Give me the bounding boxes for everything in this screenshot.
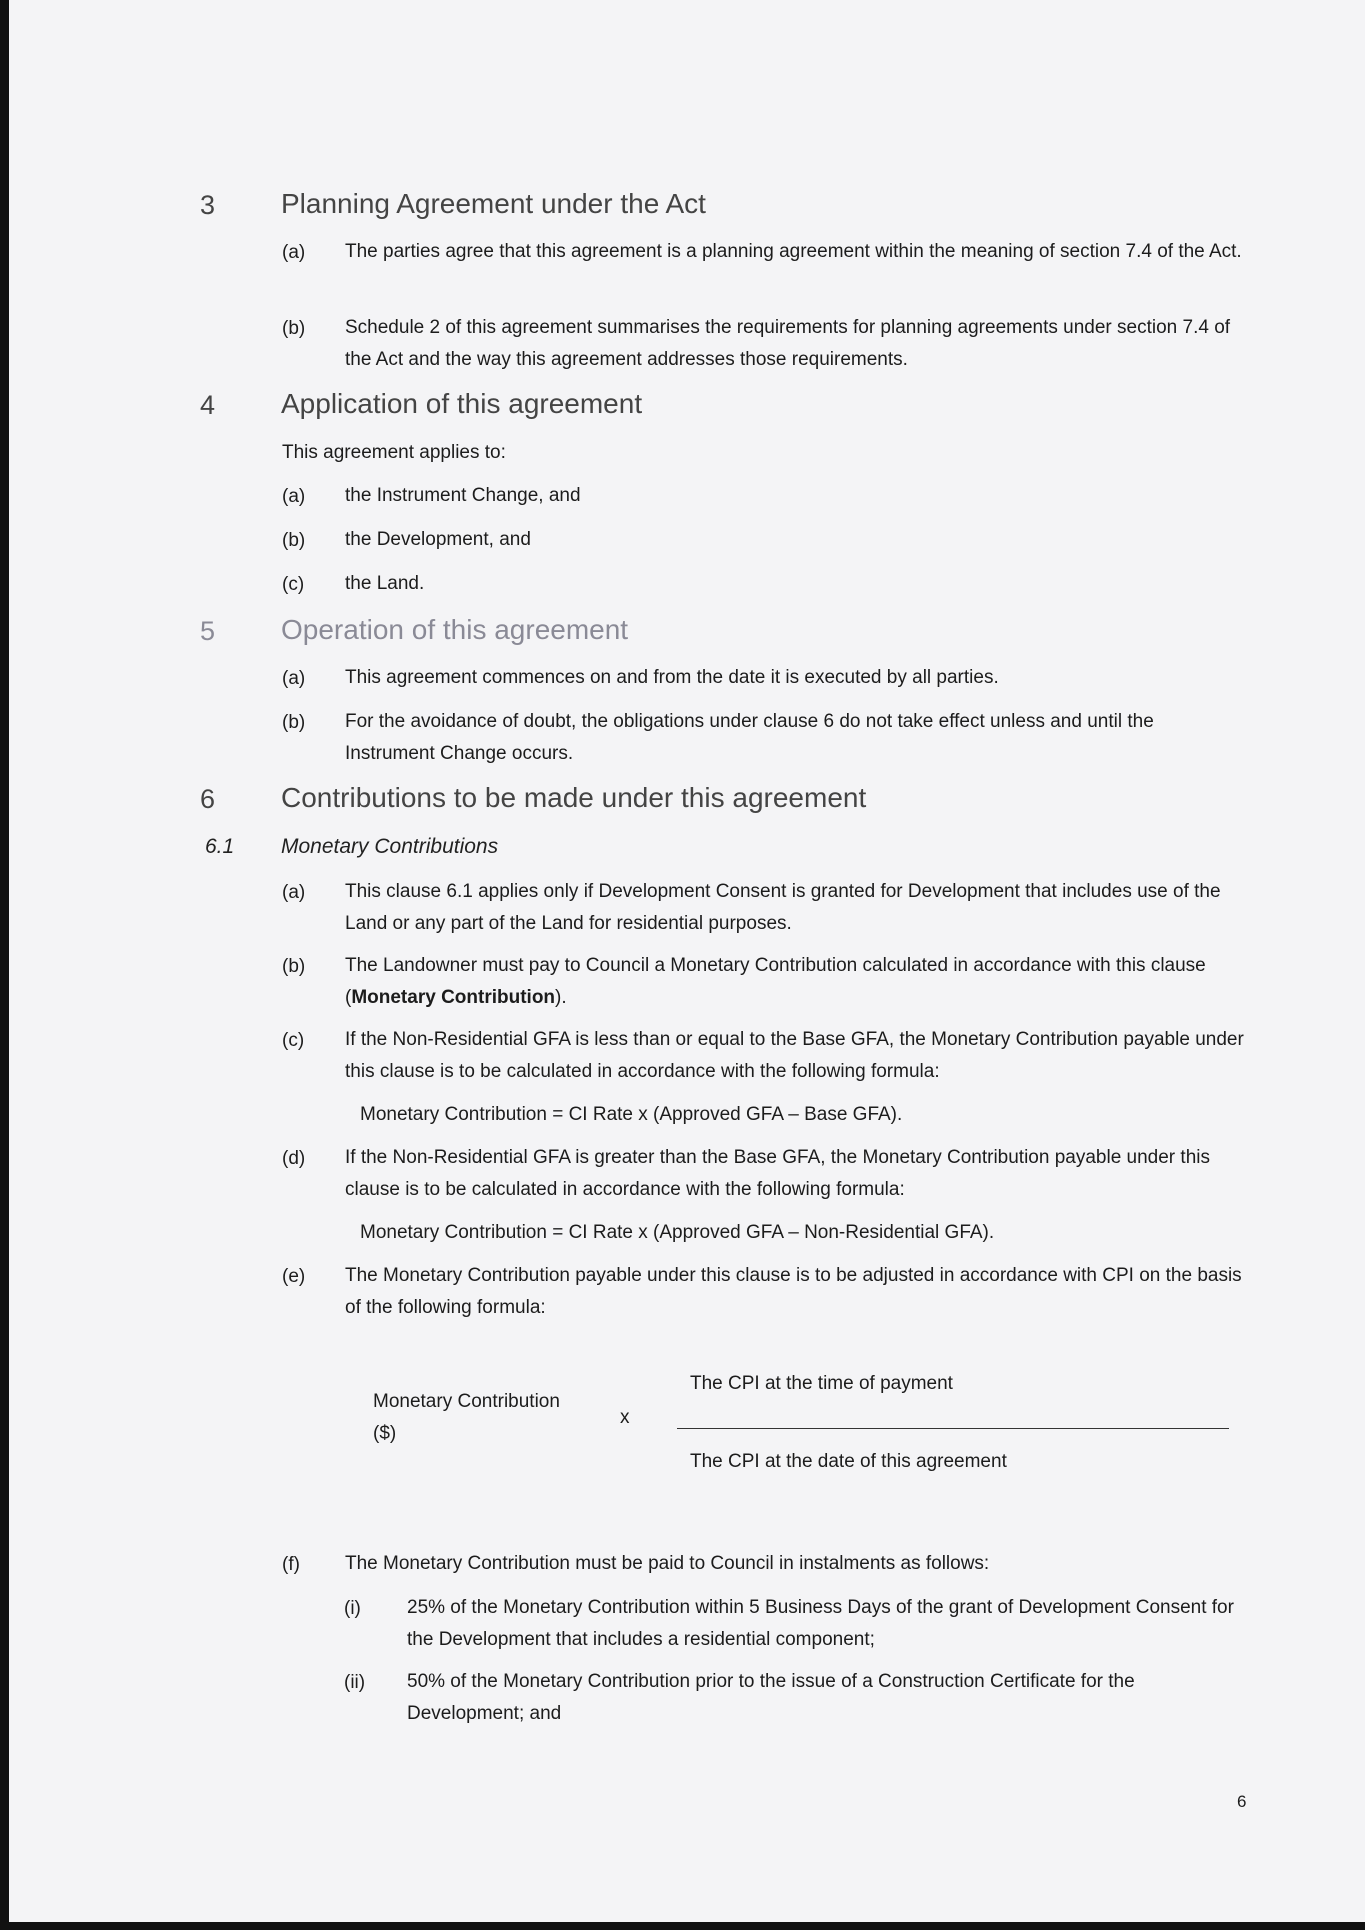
page-number: 6 [1237,1792,1247,1811]
section-6-e-label: (e) [282,1266,306,1287]
cpi-formula-fraction-bar [677,1428,1229,1429]
section-6-c-formula: Monetary Contribution = CI Rate x (Approved GFA – Base GFA). [360,1104,903,1125]
section-3-a-label: (a) [282,242,306,263]
section-5-a-label: (a) [282,668,306,689]
section-6-number: 6 [200,784,216,814]
section-4-b-text: the Development, and [345,529,531,550]
section-3-b-text: Schedule 2 of this agreement summarises the requirements for planning agreements under section 7.4 of the Act and the way this agreement addresses those requirements. [345,317,1231,370]
section-6-f-text: The Monetary Contribution must be paid to Council in instalments as follows: [345,1553,990,1574]
cpi-formula-left-line2: ($) [373,1423,397,1444]
section-6-b-text [345,950,1245,1014]
section-6-d-label: (d) [282,1148,306,1169]
section-3-b-label: (b) [282,318,306,339]
cpi-formula-left [373,1386,560,1450]
section-4-heading: Application of this agreement [281,388,643,419]
section-6-f-ii-text: 50% of the Monetary Contribution prior to the issue of a Construction Certificate for the Development; and [407,1671,1135,1724]
section-6-f-i-label: (i) [344,1598,361,1619]
section-6-e-text: The Monetary Contribution payable under this clause is to be adjusted in accordance with CPI on the basis of the following formula: [345,1265,1242,1318]
section-6-b-text-bold: Monetary Contribution [351,987,556,1008]
section-4-number: 4 [200,390,216,420]
cpi-formula-denominator: The CPI at the date of this agreement [690,1451,1007,1472]
section-5-number: 5 [200,616,216,646]
section-4-b-label: (b) [282,530,306,551]
section-4-intro: This agreement applies to: [282,442,506,463]
section-6-heading: Contributions to be made under this agreement [281,782,867,813]
section-5-heading: Operation of this agreement [281,614,629,645]
section-6-f-label: (f) [282,1554,300,1575]
section-4-a-label: (a) [282,486,306,507]
section-6-b-label: (b) [282,956,306,977]
subsection-6-1-heading: Monetary Contributions [281,835,499,858]
section-6-d-formula: Monetary Contribution = CI Rate x (Approved GFA – Non-Residential GFA). [360,1222,995,1243]
section-6-c-text: If the Non-Residential GFA is less than or equal to the Base GFA, the Monetary Contribution payable under this clause is to be calculated in accordance with the following formula: [345,1029,1244,1082]
section-6-b-text-pre: The Landowner must pay to Council a Monetary Contribution calculated in accordance with this clause ( [345,955,1206,1008]
scan-bottom-edge [0,1922,1365,1930]
section-6-a-label: (a) [282,882,306,903]
section-3-a-text: The parties agree that this agreement is a planning agreement within the meaning of section 7.4 of the Act. [345,241,1242,262]
section-6-a-text: This clause 6.1 applies only if Development Consent is granted for Development that includes use of the Land or any part of the Land for residential purposes. [345,881,1221,934]
section-5-b-label: (b) [282,712,306,733]
cpi-formula-numerator: The CPI at the time of payment [690,1373,953,1394]
section-5-a-text: This agreement commences on and from the date it is executed by all parties. [345,667,999,688]
section-3-number: 3 [200,190,216,220]
scan-left-edge [0,0,9,1930]
cpi-formula-times: x [620,1407,630,1428]
section-6-f-ii-label: (ii) [344,1672,366,1693]
section-3-heading: Planning Agreement under the Act [281,188,706,219]
section-6-d-text: If the Non-Residential GFA is greater than the Base GFA, the Monetary Contribution payable under this clause is to be calculated in accordance with the following formula: [345,1147,1210,1200]
section-6-b-text-post: ). [555,987,567,1008]
section-4-c-label: (c) [282,574,305,595]
cpi-formula-left-line1: Monetary Contribution [373,1391,560,1412]
section-4-c-text: the Land. [345,573,425,594]
subsection-6-1-number: 6.1 [205,835,235,858]
section-6-f-i-text: 25% of the Monetary Contribution within 5 Business Days of the grant of Development Consent for the Development that includes a residential component; [407,1597,1234,1650]
section-4-a-text: the Instrument Change, and [345,485,581,506]
section-5-b-text: For the avoidance of doubt, the obligations under clause 6 do not take effect unless and until the Instrument Change occurs. [345,711,1154,764]
section-6-c-label: (c) [282,1030,305,1051]
